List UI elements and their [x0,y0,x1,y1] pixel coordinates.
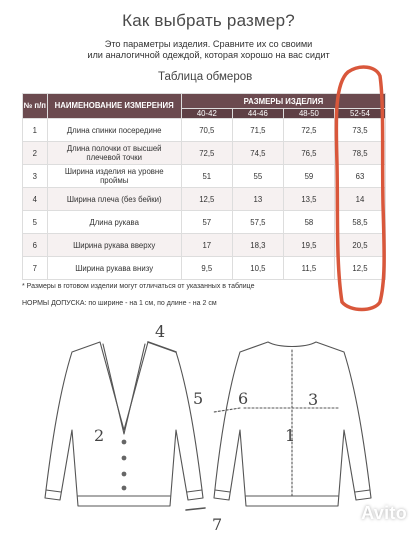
front-view-outline [45,342,203,506]
mark-6: 6 [238,389,249,408]
row-value: 59 [283,165,334,188]
measure-line-shoulder [148,342,176,352]
row-value: 73,5 [334,119,385,142]
row-name: Длина рукава [47,211,181,234]
front-cuff-right [187,490,202,492]
subtitle-line-1: Это параметры изделия. Сравните их со своими [104,39,313,49]
row-value: 78,5 [334,142,385,165]
row-value: 12,5 [334,257,385,280]
row-value: 71,5 [232,119,283,142]
header-name: НАИМЕНОВАНИЕ ИЗМЕРЕНИЯ [47,94,181,119]
row-value: 20,5 [334,234,385,257]
row-value: 63 [334,165,385,188]
button [122,440,127,445]
row-value: 13 [232,188,283,211]
page-title: Как выбрать размер? [122,11,295,30]
header-num: № п/п [23,94,48,119]
row-value: 58 [283,211,334,234]
header-size: 44-46 [232,109,283,119]
mark-2: 2 [94,426,105,445]
cardigan-diagram [0,320,417,540]
mark-4: 4 [155,322,166,341]
row-value: 10,5 [232,257,283,280]
row-name: Длина полочки от высшей плечевой точки [47,142,181,165]
row-value: 76,5 [283,142,334,165]
row-num: 2 [23,142,48,165]
row-value: 18,3 [232,234,283,257]
row-value: 70,5 [181,119,232,142]
row-num: 3 [23,165,48,188]
page-subtitle [40,39,377,61]
row-num: 6 [23,234,48,257]
row-value: 19,5 [283,234,334,257]
header-size: 40-42 [181,109,232,119]
table-title: Таблица обмеров [158,71,253,83]
mark-1: 1 [285,426,296,445]
row-name: Ширина рукава вверху [47,234,181,257]
row-value: 72,5 [181,142,232,165]
row-name: Ширина рукава внизу [47,257,181,280]
mark-7: 7 [212,515,223,534]
row-num: 4 [23,188,48,211]
back-cuff-right [355,490,370,492]
front-cuff-left [46,490,61,492]
footnote: * Размеры в готовом изделии могут отличаться от указанных в таблице [22,283,255,290]
row-value: 14 [334,188,385,211]
header-sizes: РАЗМЕРЫ ИЗДЕЛИЯ [181,94,385,109]
row-value: 51 [181,165,232,188]
button [122,472,127,477]
row-value: 57,5 [232,211,283,234]
avito-watermark: Avito [361,503,407,523]
row-num: 5 [23,211,48,234]
mark-3: 3 [308,390,319,409]
row-value: 9,5 [181,257,232,280]
row-value: 17 [181,234,232,257]
row-value: 13,5 [283,188,334,211]
row-value: 55 [232,165,283,188]
back-cuff-left [215,490,230,492]
measure-line-cuff [186,508,205,510]
measure-line-sleeve [214,408,240,412]
mark-5: 5 [193,389,204,408]
header-size: 52-54 [334,109,385,119]
row-value: 58,5 [334,211,385,234]
row-value: 57 [181,211,232,234]
row-name: Ширина изделия на уровне проймы [47,165,181,188]
row-name: Ширина плеча (без бейки) [47,188,181,211]
row-value: 74,5 [232,142,283,165]
front-placket [103,344,145,434]
row-name: Длина спинки посередине [47,119,181,142]
row-num: 7 [23,257,48,280]
row-value: 72,5 [283,119,334,142]
subtitle-line-2: или аналогичной одеждой, которая хорошо на вас сидит [87,50,330,60]
button [122,486,127,491]
row-value: 12,5 [181,188,232,211]
button [122,456,127,461]
tolerance-note: НОРМЫ ДОПУСКА: по ширине - на 1 см, по длине - на 2 см [22,300,217,307]
row-value: 11,5 [283,257,334,280]
header-size: 48-50 [283,109,334,119]
red-highlight-outline [330,64,390,314]
row-num: 1 [23,119,48,142]
